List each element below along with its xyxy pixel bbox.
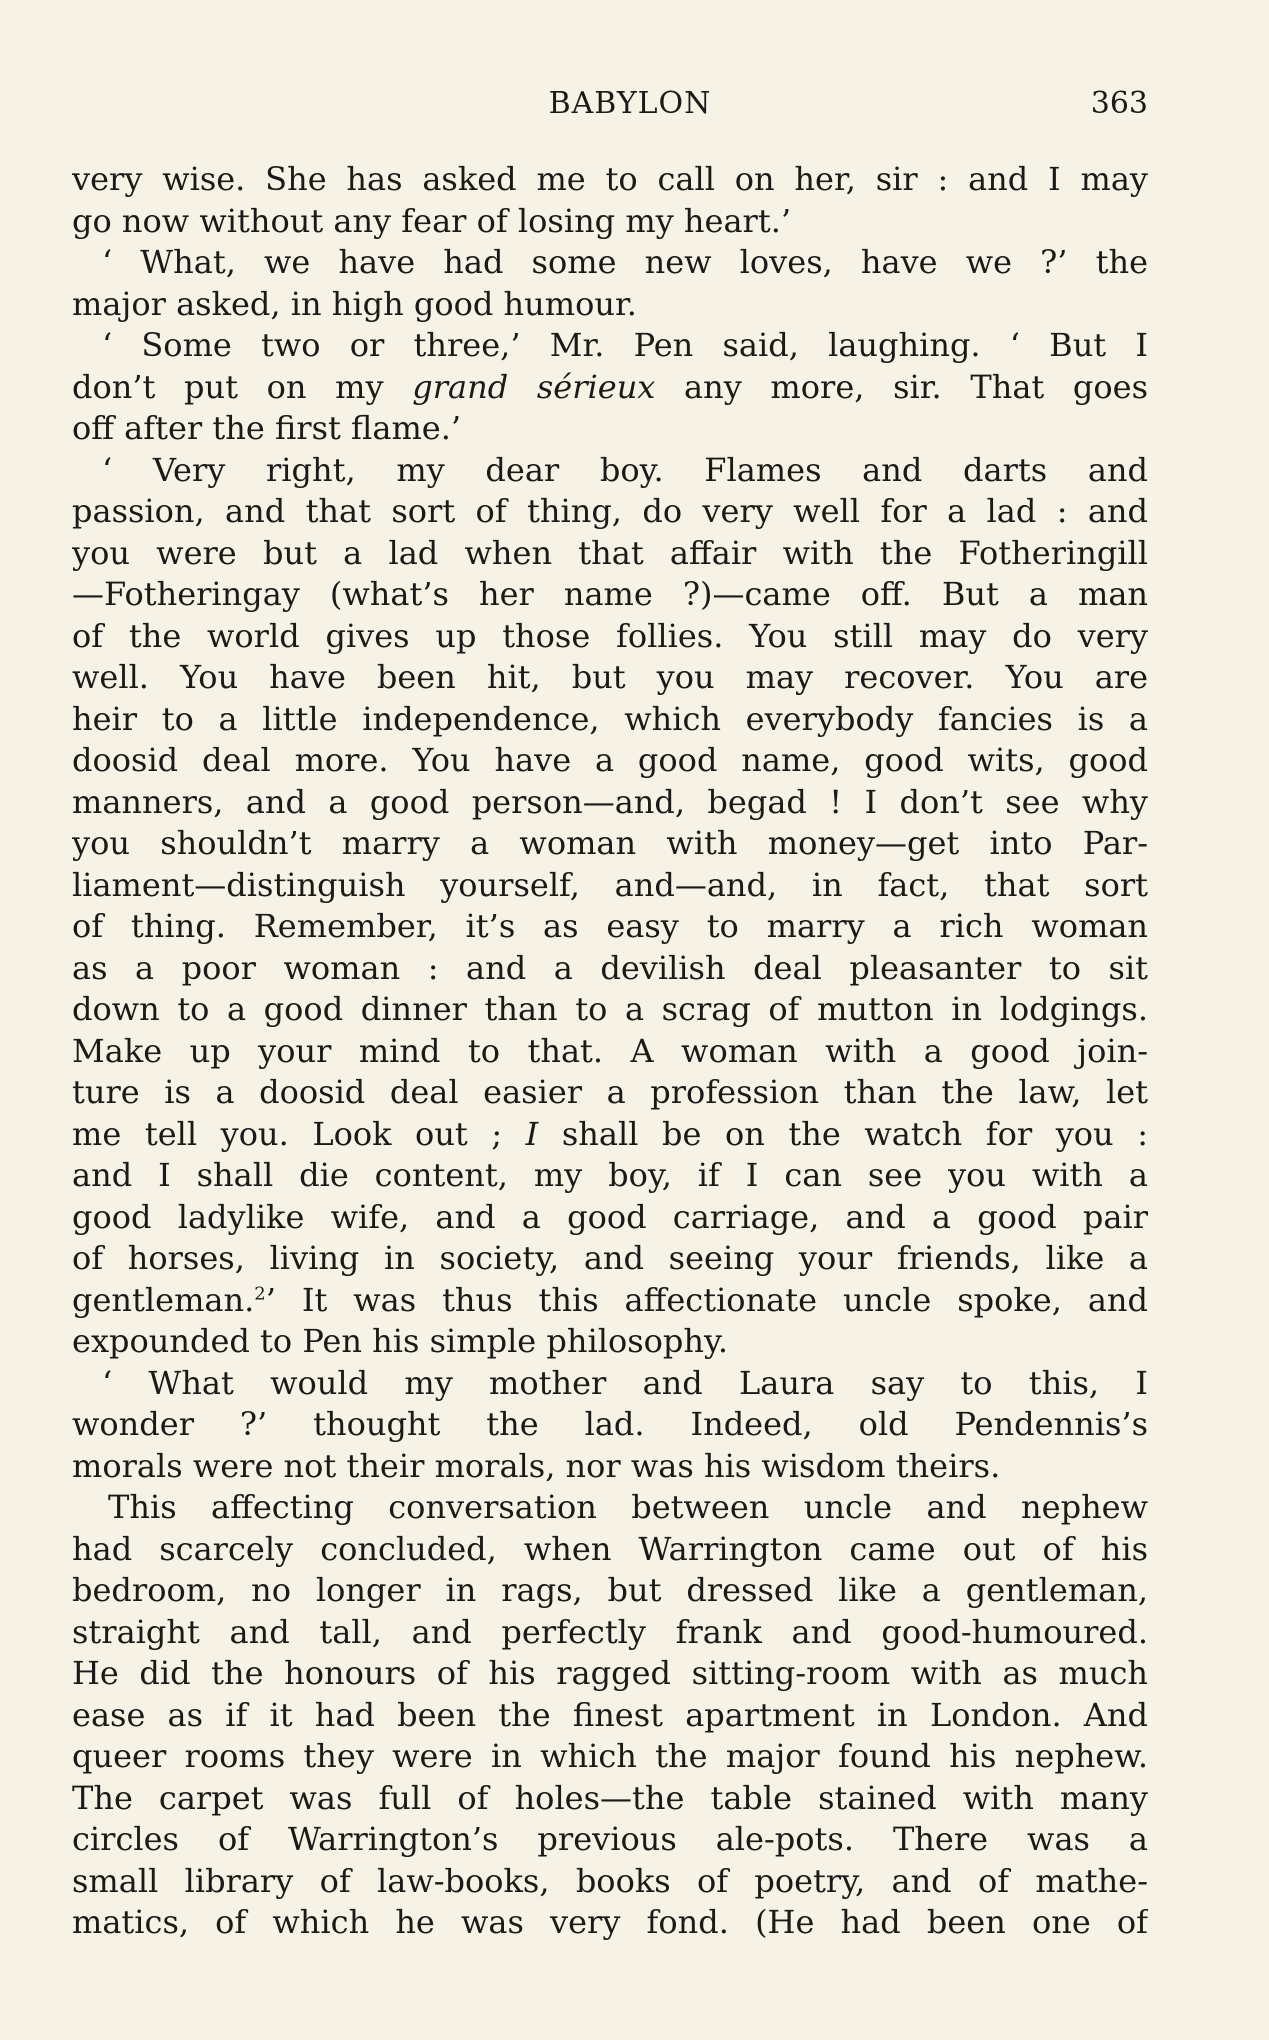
text-line xyxy=(72,1529,1148,1571)
line-text: off after the first flame.’ xyxy=(72,409,462,447)
line-text: ’ It was thus this affectionate uncle spoke, and xyxy=(265,1280,1148,1319)
line-text: ‘ What, we have had some new loves, have we ?’ the xyxy=(102,243,1148,281)
text-line xyxy=(72,1778,1148,1820)
line-text: you were but a lad when that affair with the Fotheringill xyxy=(72,533,1148,572)
text-line xyxy=(72,159,1148,201)
line-text: expounded to Pen his simple philosophy. xyxy=(72,1322,729,1360)
line-text: He did the honours of his ragged sitting-room with as much xyxy=(72,1654,1148,1692)
text-line xyxy=(72,1570,1148,1612)
text-line xyxy=(72,1031,1148,1073)
line-text: ture is a doosid deal easier a profession than the law, let xyxy=(72,1073,1148,1111)
text-line xyxy=(72,325,1148,367)
line-text: doosid deal more. You have a good name, good wits, good xyxy=(72,741,1148,779)
line-text: manners, and a good person—and, begad ! I don’t see why xyxy=(72,782,1148,821)
line-text: any more, sir. That goes xyxy=(655,367,1148,406)
line-text: bedroom, no longer in rags, but dressed like a gentleman, xyxy=(72,1571,1148,1609)
text-line xyxy=(72,574,1148,616)
line-text: down to a good dinner than to a scrag of mutton in lodgings. xyxy=(72,990,1148,1028)
text-line xyxy=(72,1695,1148,1737)
line-text: of thing. Remember, it’s as easy to marry a rich woman xyxy=(72,907,1148,945)
line-text: me tell you. Look out ; xyxy=(72,1114,526,1153)
text-line xyxy=(72,1197,1148,1239)
text-line xyxy=(72,948,1148,990)
text-line xyxy=(72,533,1148,575)
text-line xyxy=(72,657,1148,699)
body-text xyxy=(72,159,1148,1944)
text-line xyxy=(72,450,1148,492)
text-line xyxy=(72,906,1148,948)
line-text: morals were not their morals, nor was his wisdom theirs. xyxy=(72,1446,1001,1485)
text-line xyxy=(72,242,1148,284)
text-line xyxy=(72,201,1148,243)
text-line xyxy=(72,408,1148,450)
text-line xyxy=(72,782,1148,824)
text-line xyxy=(72,865,1148,907)
line-text: wonder ?’ thought the lad. Indeed, old Pendennis’s xyxy=(72,1405,1148,1443)
line-text: very wise. She has asked me to call on her, sir : and I may xyxy=(72,160,1148,198)
line-text: well. You have been hit, but you may recover. You are xyxy=(72,658,1148,696)
line-text: as a poor woman : and a devilish deal pleasanter to sit xyxy=(72,948,1148,987)
text-line xyxy=(72,367,1148,409)
line-text: The carpet was full of holes—the table stained with many xyxy=(72,1778,1148,1817)
text-line xyxy=(72,740,1148,782)
line-text: of the world gives up those follies. You still may do very xyxy=(72,616,1148,655)
line-text: —Fotheringay (what’s her name ?)—came off. But a man xyxy=(72,575,1148,613)
line-text: heir to a little independence, which everybody fancies is a xyxy=(72,699,1148,738)
text-line xyxy=(72,616,1148,658)
page-number: 363 xyxy=(1090,86,1148,121)
running-head xyxy=(72,86,1148,126)
line-text: had scarcely concluded, when Warrington came out of his xyxy=(72,1529,1148,1568)
text-line xyxy=(72,1280,1148,1322)
line-text: major asked, in high good humour. xyxy=(72,284,637,323)
text-line xyxy=(72,1155,1148,1197)
text-line xyxy=(72,1653,1148,1695)
text-line xyxy=(72,1487,1148,1529)
line-text: queer rooms they were in which the major found his nephew. xyxy=(72,1737,1148,1775)
line-text: don’t put on my xyxy=(72,367,413,406)
text-line xyxy=(72,284,1148,326)
line-text: circles of Warrington’s previous ale-pots. There was a xyxy=(72,1820,1148,1858)
line-text: you shouldn’t marry a woman with money—get into Par- xyxy=(72,824,1148,862)
text-line xyxy=(72,1902,1148,1944)
italic-text: grand sérieux xyxy=(412,367,656,406)
text-line xyxy=(72,1404,1148,1446)
text-line xyxy=(72,1861,1148,1903)
text-line xyxy=(72,1363,1148,1405)
line-text: This affecting conversation between uncle and nephew xyxy=(108,1488,1148,1526)
text-line xyxy=(72,1612,1148,1654)
text-line xyxy=(72,1736,1148,1778)
text-line xyxy=(72,699,1148,741)
text-line xyxy=(72,1446,1148,1488)
line-text: ‘ What would my mother and Laura say to this, I xyxy=(102,1363,1148,1402)
line-text: of horses, living in society, and seeing your friends, like a xyxy=(72,1239,1148,1277)
line-text: ease as if it had been the finest apartment in London. And xyxy=(72,1695,1148,1734)
italic-text: I xyxy=(525,1114,539,1153)
text-line xyxy=(72,1321,1148,1363)
text-line xyxy=(72,491,1148,533)
text-line xyxy=(72,989,1148,1031)
running-title: BABYLON xyxy=(548,86,712,121)
footnote-marker: 2 xyxy=(254,1282,266,1304)
text-line xyxy=(72,1114,1148,1156)
line-text: Make up your mind to that. A woman with a good join- xyxy=(72,1031,1148,1070)
line-text: matics, of which he was very fond. (He had been one of xyxy=(72,1903,1148,1941)
text-line xyxy=(72,823,1148,865)
text-line xyxy=(72,1819,1148,1861)
line-text: good ladylike wife, and a good carriage, and a good pair xyxy=(72,1197,1148,1236)
line-text: small library of law-books, books of poetry, and of mathe- xyxy=(72,1861,1148,1900)
line-text: shall be on the watch for you : xyxy=(538,1114,1148,1153)
line-text: straight and tall, and perfectly frank and good-humoured. xyxy=(72,1612,1148,1651)
text-line xyxy=(72,1238,1148,1280)
line-text: go now without any fear of losing my heart.’ xyxy=(72,201,792,240)
line-text: liament—distinguish yourself, and—and, in fact, that sort xyxy=(72,865,1148,904)
line-text: and I shall die content, my boy, if I can see you with a xyxy=(72,1156,1148,1194)
line-text: ‘ Very right, my dear boy. Flames and darts and xyxy=(102,450,1148,489)
line-text: passion, and that sort of thing, do very well for a lad : and xyxy=(72,492,1148,530)
text-line xyxy=(72,1072,1148,1114)
line-text: gentleman. xyxy=(72,1280,255,1319)
line-text: ‘ Some two or three,’ Mr. Pen said, laughing. ‘ But I xyxy=(102,326,1148,364)
